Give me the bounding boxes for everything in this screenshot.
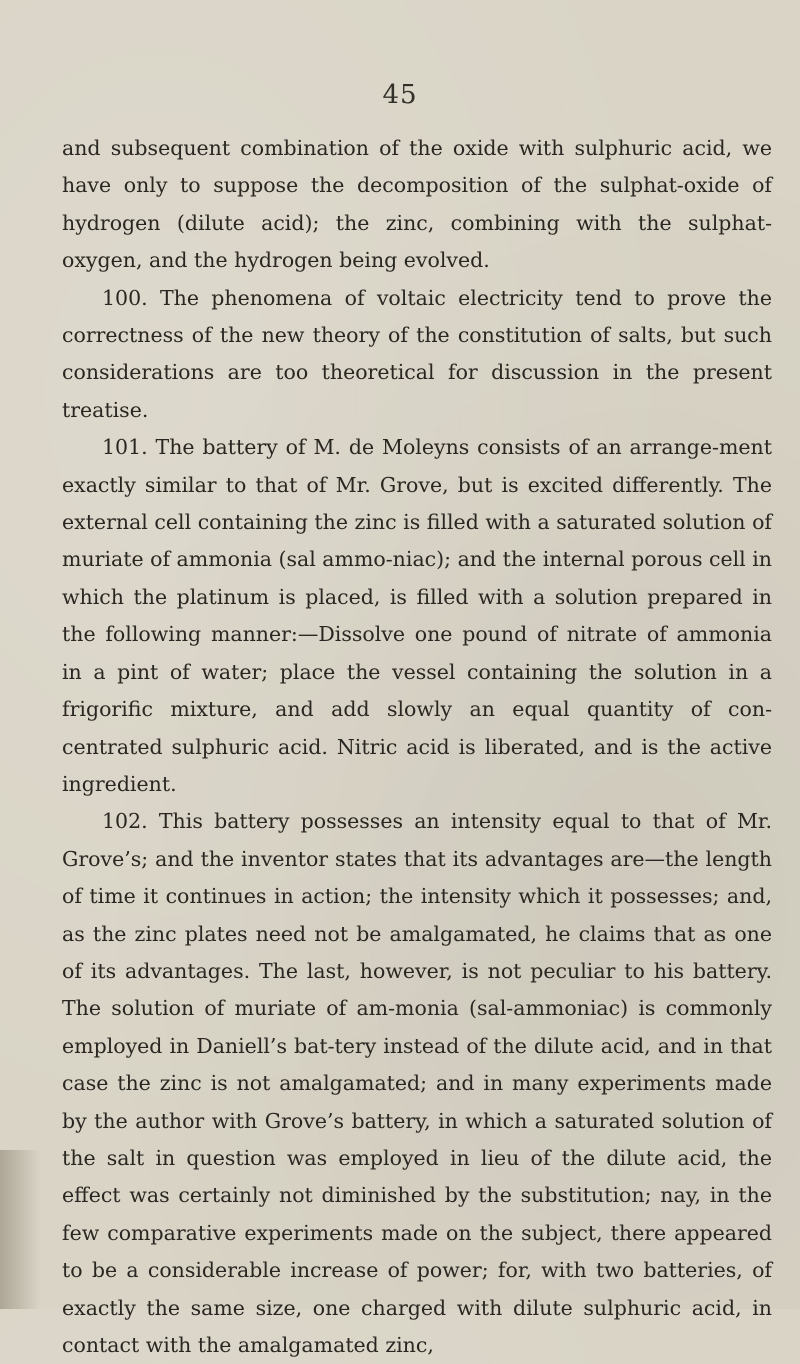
paragraph-102: 102. This battery possesses an intensity equal to that of Mr. Grove’s; and the inventor states that its advantages are—the length of time it continues in action; the intensity which it possesses; and, as the zinc plates need not be amalgamated, he claims that as one of its advantages. The last, however, is not peculiar to his battery. The solution of muriate of am-monia (sal-ammoniac) is commonly employed in Daniell’s bat-tery instead of the dilute acid, and in that case the zinc is not amalgamated; and in many experiments made by the author with Grove’s battery, in which a saturated solution of the salt in question was employed in lieu of the dilute acid, the effect was certainly not diminished by the substitution; nay, in the few comparative experiments made on the subject, there appeared to be a considerable increase of power; for, with two batteries, of exactly the same size, one charged with dilute sulphuric acid, in contact with the amalgamated zinc, <box>62 809 772 1357</box>
page-edge-shadow <box>0 1150 40 1309</box>
paragraph-101: 101. The battery of M. de Moleyns consists of an arrange-ment exactly similar to that of Mr. Grove, but is excited differently. The external cell containing the zinc is filled with a saturated solution of muriate of ammonia (sal ammo-niac); and the internal porous cell in which the platinum is placed, is filled with a solution prepared in the following manner:—Dissolve one pound of nitrate of ammonia in a pint of water; place the vessel containing the solution in a frigorific mixture, and add slowly an equal quantity of con-centrated sulphuric acid. Nitric acid is liberated, and is the active ingredient. <box>62 435 772 796</box>
paragraph-continuation: and subsequent combination of the oxide with sulphuric acid, we have only to suppose the decomposition of the sulphat-oxide of hydrogen (dilute acid); the zinc, combining with the sulphat-oxygen, and the hydrogen being evolved. <box>62 136 772 273</box>
body-text <box>62 130 772 1364</box>
paragraph-100: 100. The phenomena of voltaic electricity tend to prove the correctness of the new theory of the constitution of salts, but such considerations are too theoretical for discussion in the present treatise. <box>62 285 772 422</box>
page-number: 45 <box>382 80 418 110</box>
